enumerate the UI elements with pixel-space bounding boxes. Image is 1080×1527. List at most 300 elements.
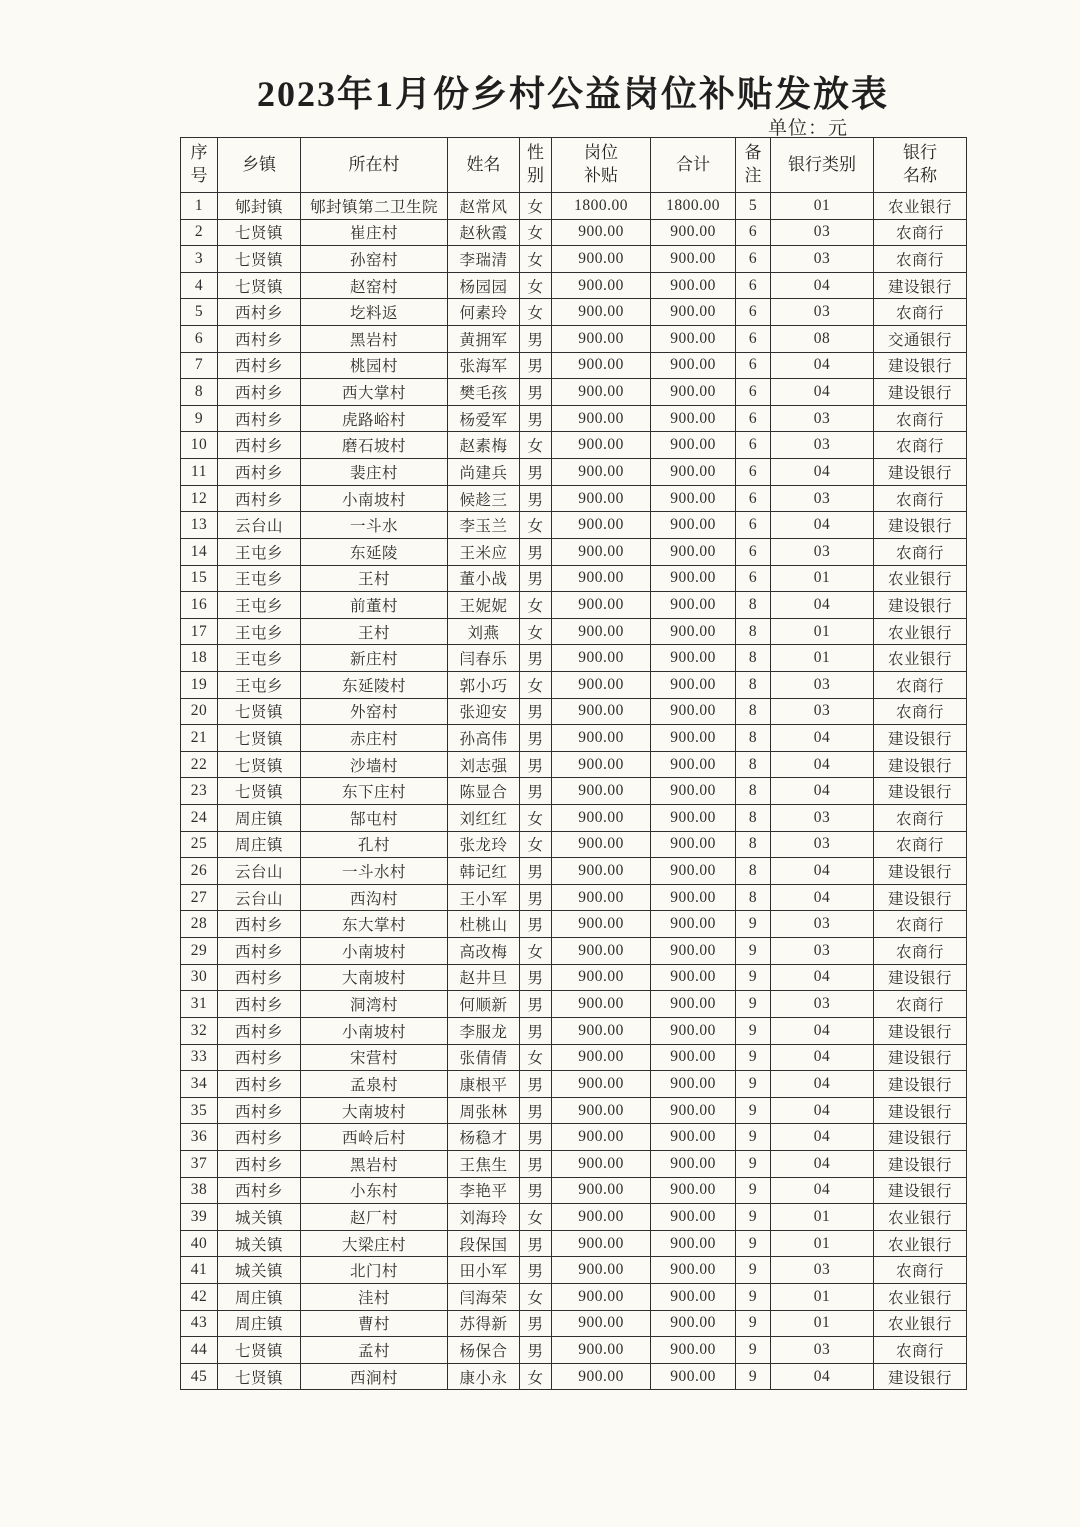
- table-row: [181, 538, 967, 565]
- cell-remark: 9: [736, 991, 771, 1018]
- cell-remark: 6: [736, 326, 771, 353]
- cell-no: 25: [181, 831, 218, 858]
- cell-name: 王妮妮: [448, 592, 520, 619]
- cell-bank_name: 建设银行: [874, 379, 967, 406]
- cell-gender: 男: [520, 1310, 552, 1337]
- cell-bank_name: 农商行: [874, 538, 967, 565]
- cell-gender: 男: [520, 459, 552, 486]
- cell-gender: 女: [520, 1204, 552, 1231]
- cell-remark: 8: [736, 671, 771, 698]
- cell-name: 候趁三: [448, 485, 520, 512]
- cell-subsidy: 900.00: [552, 272, 651, 299]
- cell-no: 6: [181, 326, 218, 353]
- cell-total: 900.00: [651, 246, 736, 273]
- cell-total: 900.00: [651, 884, 736, 911]
- cell-bank_type: 01: [771, 1283, 874, 1310]
- cell-total: 900.00: [651, 1071, 736, 1098]
- cell-gender: 女: [520, 246, 552, 273]
- cell-gender: 男: [520, 1017, 552, 1044]
- cell-bank_name: 农业银行: [874, 193, 967, 220]
- cell-gender: 女: [520, 938, 552, 965]
- cell-gender: 男: [520, 778, 552, 805]
- cell-remark: 5: [736, 193, 771, 220]
- cell-village: 赵厂村: [301, 1204, 448, 1231]
- cell-subsidy: 900.00: [552, 645, 651, 672]
- unit-label: 单位：元: [768, 118, 849, 139]
- cell-bank_type: 04: [771, 1044, 874, 1071]
- table-row: [181, 1044, 967, 1071]
- cell-name: 王小军: [448, 884, 520, 911]
- cell-gender: 男: [520, 645, 552, 672]
- cell-township: 七贤镇: [218, 246, 301, 273]
- cell-township: 七贤镇: [218, 1363, 301, 1390]
- cell-bank_type: 04: [771, 352, 874, 379]
- cell-name: 刘红红: [448, 805, 520, 832]
- cell-village: 洼村: [301, 1283, 448, 1310]
- cell-township: 西村乡: [218, 352, 301, 379]
- table-header: [181, 138, 967, 193]
- cell-gender: 男: [520, 991, 552, 1018]
- cell-name: 周张林: [448, 1097, 520, 1124]
- cell-gender: 男: [520, 326, 552, 353]
- cell-village: 一斗水: [301, 512, 448, 539]
- cell-bank_name: 建设银行: [874, 1124, 967, 1151]
- cell-village: 一斗水村: [301, 858, 448, 885]
- cell-bank_type: 03: [771, 831, 874, 858]
- table-row: [181, 405, 967, 432]
- cell-gender: 男: [520, 725, 552, 752]
- cell-name: 杨爱军: [448, 405, 520, 432]
- cell-bank_type: 03: [771, 698, 874, 725]
- cell-remark: 9: [736, 1177, 771, 1204]
- cell-total: 900.00: [651, 1204, 736, 1231]
- cell-name: 樊毛孩: [448, 379, 520, 406]
- cell-total: 900.00: [651, 1177, 736, 1204]
- cell-remark: 9: [736, 1044, 771, 1071]
- cell-gender: 男: [520, 884, 552, 911]
- cell-no: 43: [181, 1310, 218, 1337]
- table-row: [181, 1177, 967, 1204]
- cell-remark: 6: [736, 459, 771, 486]
- cell-bank_name: 农业银行: [874, 1283, 967, 1310]
- cell-remark: 8: [736, 858, 771, 885]
- cell-bank_type: 03: [771, 405, 874, 432]
- table-row: [181, 352, 967, 379]
- cell-remark: 6: [736, 565, 771, 592]
- cell-remark: 9: [736, 1071, 771, 1098]
- table-row: [181, 911, 967, 938]
- cell-bank_name: 农商行: [874, 432, 967, 459]
- cell-village: 小南坡村: [301, 938, 448, 965]
- header-no: 序 号: [181, 138, 218, 193]
- cell-bank_type: 01: [771, 565, 874, 592]
- cell-bank_name: 农商行: [874, 805, 967, 832]
- cell-gender: 男: [520, 964, 552, 991]
- cell-bank_name: 农商行: [874, 698, 967, 725]
- cell-bank_name: 建设银行: [874, 1071, 967, 1098]
- cell-village: 大南坡村: [301, 964, 448, 991]
- cell-gender: 男: [520, 1230, 552, 1257]
- cell-village: 郜屯村: [301, 805, 448, 832]
- cell-bank_type: 03: [771, 911, 874, 938]
- cell-township: 周庄镇: [218, 1310, 301, 1337]
- cell-bank_name: 建设银行: [874, 1363, 967, 1390]
- cell-bank_name: 建设银行: [874, 964, 967, 991]
- cell-bank_type: 08: [771, 326, 874, 353]
- cell-township: 王屯乡: [218, 565, 301, 592]
- cell-township: 城关镇: [218, 1230, 301, 1257]
- cell-township: 西村乡: [218, 459, 301, 486]
- cell-total: 900.00: [651, 1310, 736, 1337]
- cell-bank_type: 04: [771, 778, 874, 805]
- cell-name: 赵秋霞: [448, 219, 520, 246]
- cell-no: 34: [181, 1071, 218, 1098]
- cell-township: 周庄镇: [218, 805, 301, 832]
- cell-subsidy: 900.00: [552, 1124, 651, 1151]
- cell-village: 宋营村: [301, 1044, 448, 1071]
- cell-subsidy: 900.00: [552, 1337, 651, 1364]
- cell-name: 李玉兰: [448, 512, 520, 539]
- cell-subsidy: 900.00: [552, 938, 651, 965]
- cell-gender: 女: [520, 618, 552, 645]
- table-row: [181, 1363, 967, 1390]
- cell-subsidy: 900.00: [552, 831, 651, 858]
- cell-no: 29: [181, 938, 218, 965]
- cell-subsidy: 900.00: [552, 671, 651, 698]
- table-row: [181, 272, 967, 299]
- cell-bank_type: 04: [771, 512, 874, 539]
- cell-no: 13: [181, 512, 218, 539]
- cell-village: 孙窑村: [301, 246, 448, 273]
- cell-name: 黄拥军: [448, 326, 520, 353]
- cell-no: 28: [181, 911, 218, 938]
- table-row: [181, 1204, 967, 1231]
- table-row: [181, 485, 967, 512]
- cell-gender: 男: [520, 538, 552, 565]
- cell-no: 39: [181, 1204, 218, 1231]
- cell-total: 900.00: [651, 991, 736, 1018]
- cell-subsidy: 900.00: [552, 1150, 651, 1177]
- cell-total: 900.00: [651, 405, 736, 432]
- cell-no: 40: [181, 1230, 218, 1257]
- cell-township: 周庄镇: [218, 831, 301, 858]
- cell-subsidy: 900.00: [552, 326, 651, 353]
- cell-subsidy: 900.00: [552, 618, 651, 645]
- cell-subsidy: 900.00: [552, 1044, 651, 1071]
- cell-remark: 6: [736, 352, 771, 379]
- cell-township: 城关镇: [218, 1204, 301, 1231]
- cell-name: 赵井旦: [448, 964, 520, 991]
- cell-bank_name: 建设银行: [874, 592, 967, 619]
- cell-gender: 男: [520, 1124, 552, 1151]
- cell-bank_name: 农商行: [874, 485, 967, 512]
- cell-bank_type: 03: [771, 671, 874, 698]
- cell-remark: 9: [736, 1124, 771, 1151]
- cell-subsidy: 900.00: [552, 299, 651, 326]
- cell-subsidy: 900.00: [552, 1257, 651, 1284]
- cell-remark: 9: [736, 1017, 771, 1044]
- header-name: 姓名: [448, 138, 520, 193]
- cell-township: 七贤镇: [218, 272, 301, 299]
- cell-remark: 6: [736, 272, 771, 299]
- cell-name: 赵常风: [448, 193, 520, 220]
- cell-name: 李瑞清: [448, 246, 520, 273]
- cell-total: 900.00: [651, 565, 736, 592]
- cell-remark: 6: [736, 405, 771, 432]
- cell-total: 900.00: [651, 512, 736, 539]
- cell-gender: 女: [520, 272, 552, 299]
- cell-village: 黑岩村: [301, 1150, 448, 1177]
- cell-no: 38: [181, 1177, 218, 1204]
- header-bank_type: 银行类别: [771, 138, 874, 193]
- cell-gender: 女: [520, 1363, 552, 1390]
- table-row: [181, 805, 967, 832]
- cell-bank_name: 建设银行: [874, 459, 967, 486]
- cell-village: 赵窑村: [301, 272, 448, 299]
- table-row: [181, 1283, 967, 1310]
- cell-bank_type: 03: [771, 432, 874, 459]
- cell-total: 900.00: [651, 1363, 736, 1390]
- cell-township: 王屯乡: [218, 538, 301, 565]
- cell-village: 前董村: [301, 592, 448, 619]
- cell-name: 何素玲: [448, 299, 520, 326]
- cell-no: 1: [181, 193, 218, 220]
- cell-subsidy: 900.00: [552, 1363, 651, 1390]
- cell-bank_name: 农商行: [874, 911, 967, 938]
- cell-total: 900.00: [651, 805, 736, 832]
- cell-bank_type: 04: [771, 1177, 874, 1204]
- cell-township: 西村乡: [218, 326, 301, 353]
- cell-bank_type: 01: [771, 645, 874, 672]
- cell-bank_type: 01: [771, 1204, 874, 1231]
- cell-bank_type: 01: [771, 1230, 874, 1257]
- cell-township: 云台山: [218, 884, 301, 911]
- cell-remark: 6: [736, 538, 771, 565]
- cell-name: 杜桃山: [448, 911, 520, 938]
- cell-total: 900.00: [651, 751, 736, 778]
- table-row: [181, 1150, 967, 1177]
- table-row: [181, 1337, 967, 1364]
- cell-remark: 9: [736, 1150, 771, 1177]
- cell-total: 900.00: [651, 1097, 736, 1124]
- cell-township: 西村乡: [218, 938, 301, 965]
- cell-township: 王屯乡: [218, 671, 301, 698]
- cell-subsidy: 900.00: [552, 592, 651, 619]
- cell-bank_type: 04: [771, 751, 874, 778]
- cell-gender: 女: [520, 1044, 552, 1071]
- cell-bank_name: 农商行: [874, 991, 967, 1018]
- cell-no: 10: [181, 432, 218, 459]
- cell-bank_name: 农商行: [874, 831, 967, 858]
- cell-remark: 9: [736, 964, 771, 991]
- table-row: [181, 326, 967, 353]
- cell-remark: 9: [736, 1204, 771, 1231]
- cell-remark: 8: [736, 778, 771, 805]
- cell-bank_type: 04: [771, 964, 874, 991]
- cell-township: 西村乡: [218, 1124, 301, 1151]
- cell-township: 西村乡: [218, 405, 301, 432]
- table-row: [181, 991, 967, 1018]
- cell-bank_type: 04: [771, 1124, 874, 1151]
- cell-remark: 8: [736, 698, 771, 725]
- cell-total: 900.00: [651, 778, 736, 805]
- cell-township: 七贤镇: [218, 1337, 301, 1364]
- table-row: [181, 725, 967, 752]
- cell-total: 900.00: [651, 272, 736, 299]
- cell-gender: 男: [520, 405, 552, 432]
- cell-township: 西村乡: [218, 991, 301, 1018]
- cell-no: 31: [181, 991, 218, 1018]
- cell-village: 孟村: [301, 1337, 448, 1364]
- table-row: [181, 1124, 967, 1151]
- cell-no: 44: [181, 1337, 218, 1364]
- cell-no: 22: [181, 751, 218, 778]
- table-row: [181, 592, 967, 619]
- cell-bank_type: 04: [771, 1150, 874, 1177]
- cell-no: 21: [181, 725, 218, 752]
- cell-no: 4: [181, 272, 218, 299]
- cell-bank_name: 农业银行: [874, 565, 967, 592]
- cell-name: 刘志强: [448, 751, 520, 778]
- cell-subsidy: 900.00: [552, 725, 651, 752]
- cell-no: 24: [181, 805, 218, 832]
- table-row: [181, 1257, 967, 1284]
- cell-bank_name: 建设银行: [874, 858, 967, 885]
- cell-gender: 男: [520, 911, 552, 938]
- table-row: [181, 938, 967, 965]
- cell-village: 王村: [301, 565, 448, 592]
- cell-subsidy: 1800.00: [552, 193, 651, 220]
- cell-no: 37: [181, 1150, 218, 1177]
- cell-township: 西村乡: [218, 1097, 301, 1124]
- cell-name: 尚建兵: [448, 459, 520, 486]
- table-row: [181, 964, 967, 991]
- cell-village: 小南坡村: [301, 485, 448, 512]
- cell-bank_type: 04: [771, 379, 874, 406]
- cell-remark: 9: [736, 1337, 771, 1364]
- cell-gender: 男: [520, 1337, 552, 1364]
- cell-subsidy: 900.00: [552, 512, 651, 539]
- cell-bank_type: 03: [771, 538, 874, 565]
- cell-bank_name: 农商行: [874, 405, 967, 432]
- cell-bank_type: 04: [771, 272, 874, 299]
- table-row: [181, 671, 967, 698]
- cell-subsidy: 900.00: [552, 432, 651, 459]
- cell-no: 32: [181, 1017, 218, 1044]
- cell-remark: 8: [736, 645, 771, 672]
- cell-total: 900.00: [651, 1150, 736, 1177]
- cell-total: 900.00: [651, 379, 736, 406]
- cell-bank_name: 建设银行: [874, 778, 967, 805]
- cell-subsidy: 900.00: [552, 991, 651, 1018]
- cell-name: 王焦生: [448, 1150, 520, 1177]
- cell-bank_type: 03: [771, 485, 874, 512]
- cell-village: 东延陵: [301, 538, 448, 565]
- cell-village: 东大掌村: [301, 911, 448, 938]
- cell-no: 23: [181, 778, 218, 805]
- cell-gender: 男: [520, 1150, 552, 1177]
- cell-village: 小东村: [301, 1177, 448, 1204]
- cell-subsidy: 900.00: [552, 405, 651, 432]
- table-row: [181, 751, 967, 778]
- cell-no: 30: [181, 964, 218, 991]
- cell-township: 西村乡: [218, 1150, 301, 1177]
- table-row: [181, 246, 967, 273]
- cell-bank_type: 04: [771, 858, 874, 885]
- cell-total: 900.00: [651, 1283, 736, 1310]
- cell-gender: 女: [520, 671, 552, 698]
- cell-bank_name: 农商行: [874, 219, 967, 246]
- cell-name: 杨稳才: [448, 1124, 520, 1151]
- cell-name: 田小军: [448, 1257, 520, 1284]
- table-row: [181, 645, 967, 672]
- cell-subsidy: 900.00: [552, 485, 651, 512]
- cell-total: 900.00: [651, 352, 736, 379]
- cell-no: 7: [181, 352, 218, 379]
- cell-no: 3: [181, 246, 218, 273]
- cell-village: 孟泉村: [301, 1071, 448, 1098]
- cell-total: 900.00: [651, 1124, 736, 1151]
- cell-subsidy: 900.00: [552, 1097, 651, 1124]
- cell-no: 45: [181, 1363, 218, 1390]
- cell-no: 27: [181, 884, 218, 911]
- cell-subsidy: 900.00: [552, 1071, 651, 1098]
- cell-total: 900.00: [651, 432, 736, 459]
- cell-no: 12: [181, 485, 218, 512]
- cell-bank_type: 04: [771, 725, 874, 752]
- header-subsidy: 岗位 补贴: [552, 138, 651, 193]
- cell-name: 段保国: [448, 1230, 520, 1257]
- cell-township: 云台山: [218, 858, 301, 885]
- cell-name: 赵素梅: [448, 432, 520, 459]
- cell-bank_name: 农商行: [874, 1337, 967, 1364]
- cell-total: 900.00: [651, 299, 736, 326]
- cell-no: 18: [181, 645, 218, 672]
- cell-gender: 男: [520, 352, 552, 379]
- cell-township: 西村乡: [218, 1017, 301, 1044]
- cell-township: 王屯乡: [218, 618, 301, 645]
- cell-village: 崔庄村: [301, 219, 448, 246]
- cell-village: 洞湾村: [301, 991, 448, 1018]
- cell-total: 1800.00: [651, 193, 736, 220]
- cell-no: 26: [181, 858, 218, 885]
- cell-total: 900.00: [651, 645, 736, 672]
- cell-subsidy: 900.00: [552, 459, 651, 486]
- cell-village: 虎路峪村: [301, 405, 448, 432]
- cell-village: 西沟村: [301, 884, 448, 911]
- cell-subsidy: 900.00: [552, 698, 651, 725]
- cell-total: 900.00: [651, 538, 736, 565]
- cell-name: 张龙玲: [448, 831, 520, 858]
- cell-bank_name: 建设银行: [874, 1177, 967, 1204]
- cell-name: 张倩倩: [448, 1044, 520, 1071]
- cell-total: 900.00: [651, 1337, 736, 1364]
- cell-remark: 6: [736, 246, 771, 273]
- cell-bank_type: 04: [771, 884, 874, 911]
- cell-township: 周庄镇: [218, 1283, 301, 1310]
- header-village: 所在村: [301, 138, 448, 193]
- cell-remark: 9: [736, 1283, 771, 1310]
- cell-no: 15: [181, 565, 218, 592]
- cell-gender: 女: [520, 432, 552, 459]
- cell-township: 西村乡: [218, 964, 301, 991]
- cell-subsidy: 900.00: [552, 805, 651, 832]
- table-row: [181, 193, 967, 220]
- cell-no: 35: [181, 1097, 218, 1124]
- cell-name: 刘燕: [448, 618, 520, 645]
- cell-village: 西岭后村: [301, 1124, 448, 1151]
- header-total: 合计: [651, 138, 736, 193]
